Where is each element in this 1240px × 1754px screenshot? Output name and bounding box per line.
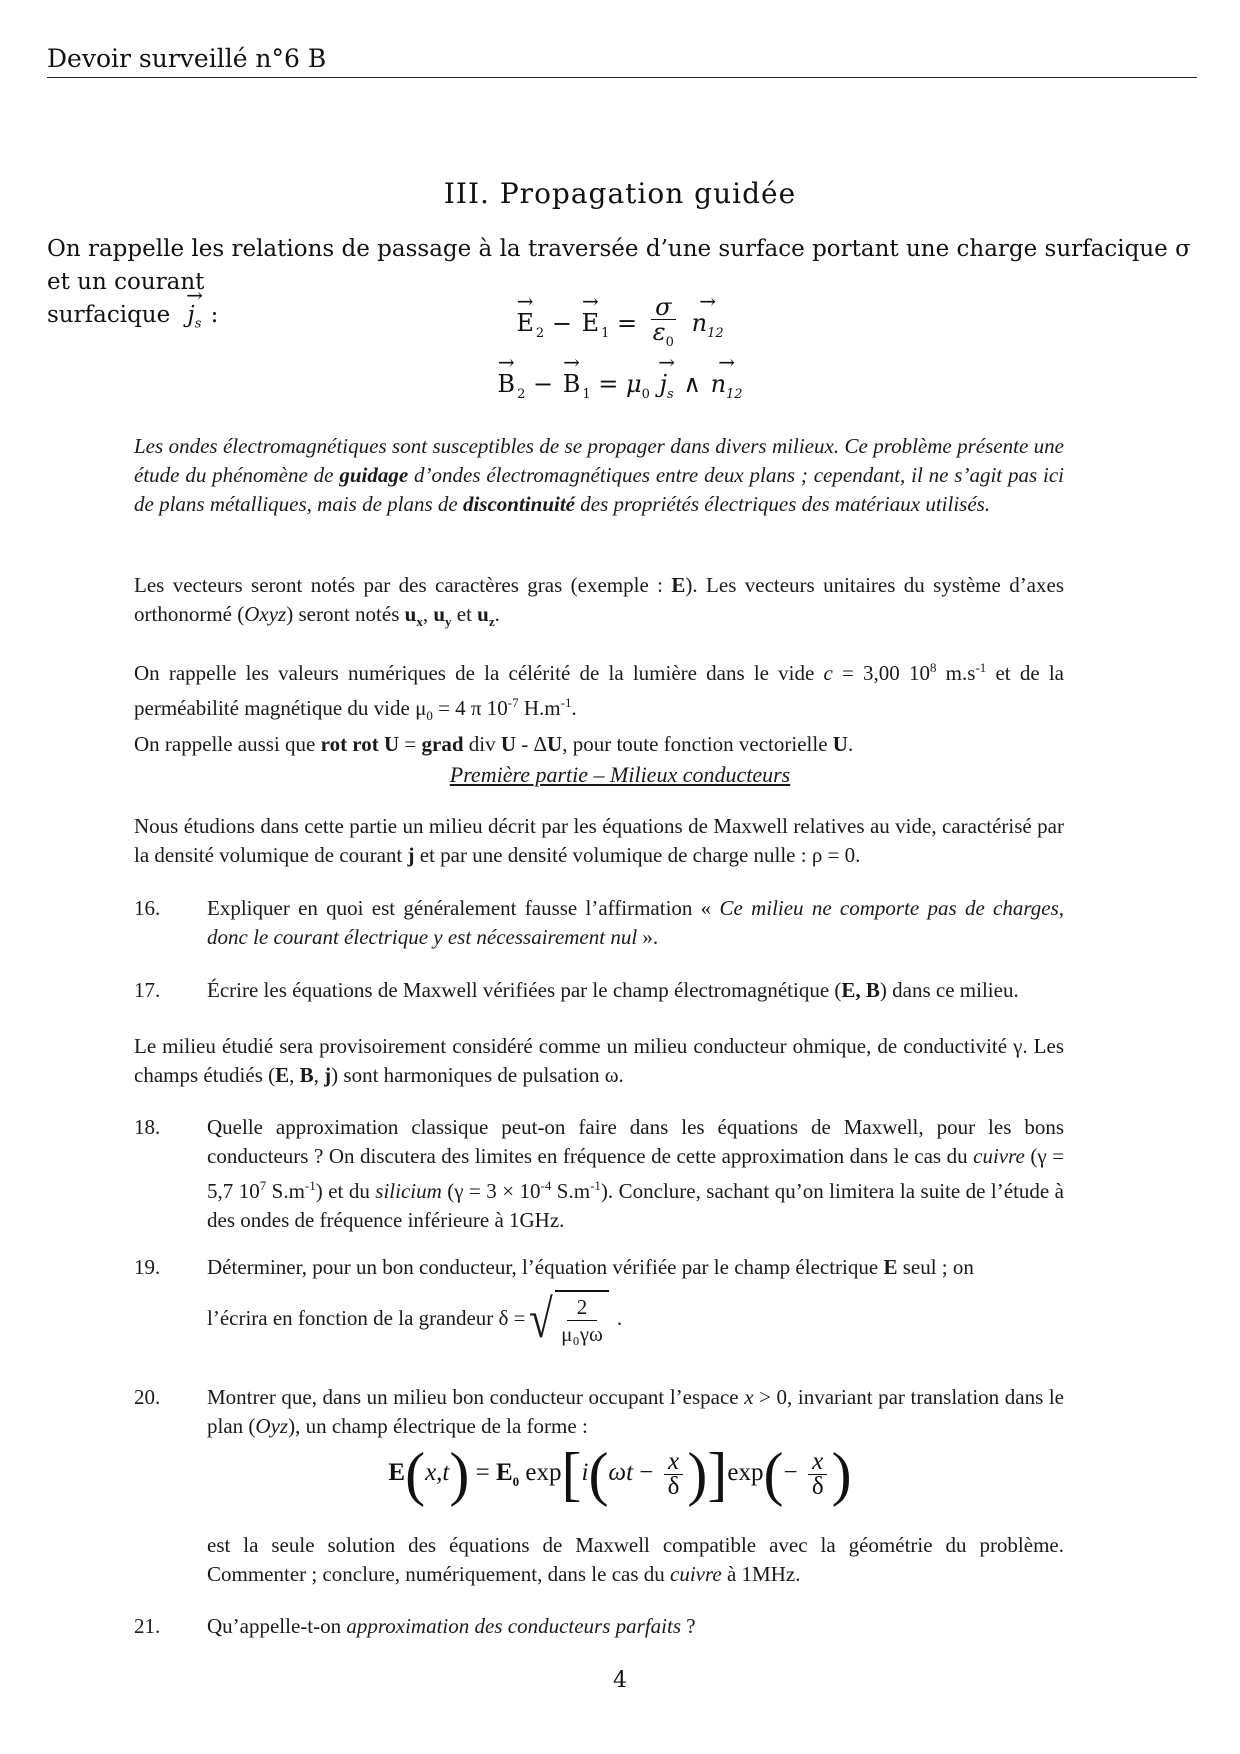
question-20-text: Montrer que, dans un milieu bon conducteur occupant l’espace x > 0, invariant par translation dans le plan (Oyz), un champ électrique de la forme : xyxy=(207,1385,1064,1438)
constants-paragraph: On rappelle les valeurs numériques de la célérité de la lumière dans le vide c = 3,00 $10^8$ $m.s^{-1}$ et de la perméabilité magnétique du vide $\mu_0 = 4$ π $10^{-7}$ $H.m^{-1}$. On rappelle aussi que rot rot U = grad div U - ΔU, pour toute fonction vectorielle U. xyxy=(134,660,1064,757)
e2-vector: → E xyxy=(514,309,536,337)
question-18-text: Quelle approximation classique peut-on faire dans les équations de Maxwell, pour les bons conducteurs ? On discutera des limites en fréquence de cette approximation dans le cas du cuivre (γ = 5,7 $10^7$ $S.m^{-1}$) et du silicium ($\gamma = 3 \times 10^{-4}$ $S.m^{-1}$). Conclure, sachant qu’on limitera la suite de l’étude à des ondes de fréquence inférieure à 1GHz. xyxy=(207,1115,1064,1232)
equation-magnetic-boundary: → B $_2$ − → B $_1 = \mu_0 \to j_s$ ∧ → $n_{12}$ xyxy=(0,370,1240,402)
question-16-number: 16. xyxy=(134,896,161,920)
question-20-conclusion: est la seule solution des équations de Maxwell compatible avec la géométrie du problème. Commenter ; conclure, numériquement, dans le cas du cuivre à 1MHz. xyxy=(207,1533,1064,1586)
vectors-note: Les vecteurs seront notés par des caractères gras (exemple : E). Les vecteurs unitaires du système d’axes orthonormé (Oxyz) seront notés $u_x$, $u_y$ et $u_z$. xyxy=(134,573,1064,630)
field-equation: $E(x,t) = E_0$ exp[i(ωt − $\frac{x}{\delta}$ )]exp(− $\frac{x}{\delta}$ ) xyxy=(388,1441,852,1507)
question-17-text: Écrire les équations de Maxwell vérifiées par le champ électromagnétique (E, B) dans ce milieu. xyxy=(207,978,1019,1002)
n12-vector: → $n_{12}$ xyxy=(690,309,726,341)
b1-vector: → B xyxy=(561,370,583,398)
b2-vector: → B xyxy=(495,370,517,398)
question-20-number: 20. xyxy=(134,1385,161,1409)
question-21-text: Qu’appelle-t-on approximation des conducteurs parfaits ? xyxy=(207,1614,696,1638)
sqrt-expression: √ 2 μ₀γω xyxy=(526,1290,609,1347)
question-18-number: 18. xyxy=(134,1115,161,1139)
conductor-paragraph: Le milieu étudié sera provisoirement considéré comme un milieu conducteur ohmique, de conductivité γ. Les champs étudiés (E, B, j) sont harmoniques de pulsation ω. xyxy=(134,1034,1064,1087)
intro-line2: surfacique → $j_s$ : xyxy=(47,299,1197,341)
question-17-number: 17. xyxy=(134,978,161,1002)
header-title: Devoir surveillé n°6 B xyxy=(47,44,327,73)
part1-title: Première partie – Milieux conducteurs xyxy=(449,762,791,787)
header-rule xyxy=(47,77,1197,78)
js-vector: → $j_s$ xyxy=(186,299,204,341)
equation-electric-boundary: → E $_2$ − → E $_1$ = $\frac{\sigma}{\varepsilon_0}$ → $n_{12}$ xyxy=(0,295,1240,355)
question-21-number: 21. xyxy=(134,1614,161,1638)
question-19-delta-line: l’écrira en fonction de la grandeur δ = √ 2 μ₀γω . xyxy=(207,1288,623,1349)
question-16-text: Expliquer en quoi est généralement fausse l’affirmation « Ce milieu ne comporte pas de charges, donc le courant électrique y est nécessairement nul ». xyxy=(207,896,1065,949)
question-19-number: 19. xyxy=(134,1255,161,1279)
n12-vector-eq: → $n_{12}$ xyxy=(709,370,745,402)
intro-line1: On rappelle les relations de passage à la traversée d’une surface portant une charge surfacique σ et un courant xyxy=(47,236,1191,295)
sigma-over-eps: $\frac{\sigma}{\varepsilon_0}$ xyxy=(652,293,674,350)
e1-vector: → E xyxy=(580,309,602,337)
section-title: III. Propagation guidée xyxy=(443,177,797,210)
problem-description: Les ondes électromagnétiques sont susceptibles de se propager dans divers milieux. Ce problème présente une étude du phénomène de guidage d’ondes électromagnétiques entre deux plans ; cependant, il ne s’agit pas ici de plans métalliques, mais de plans de discontinuité des propriétés électriques des matériaux utilisés. xyxy=(134,434,1064,516)
part1-intro: Nous étudions dans cette partie un milieu décrit par les équations de Maxwell relatives au vide, caractérisé par la densité volumique de courant j et par une densité volumique de charge nulle : ρ = 0. xyxy=(134,814,1064,867)
question-19-text: Déterminer, pour un bon conducteur, l’équation vérifiée par le champ électrique E seul ; on xyxy=(207,1255,974,1279)
js-vector-eq: → $j_s$ xyxy=(658,370,676,402)
page-number: 4 xyxy=(613,1668,627,1693)
